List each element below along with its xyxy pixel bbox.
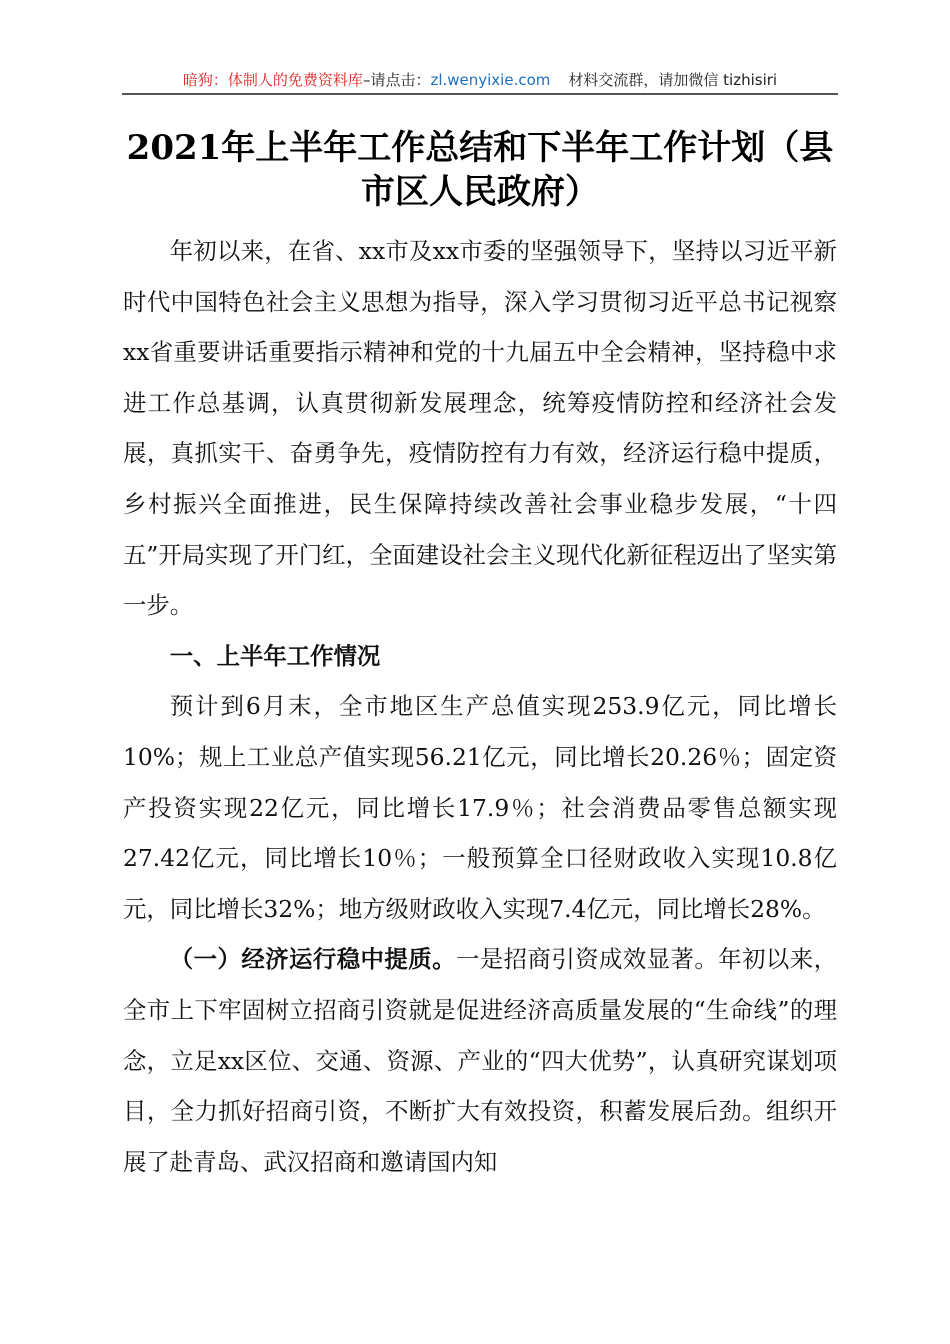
document-title: 2021年上半年工作总结和下半年工作计划（县市区人民政府）	[126, 128, 834, 212]
subsection-paragraph	[123, 934, 837, 1187]
subsection-text: 一是招商引资成效显著。年初以来，全市上下牢固树立招商引资就是促进经济高质量发展的“生命线”的理念，立足xx区位、交通、资源、产业的“四大优势”，认真研究谋划项目，全力抓好招商引资，不断扩大有效投资，积蓄发展后劲。组织开展了赴青岛、武汉招商和邀请国内知	[123, 945, 838, 1176]
section-heading: 一、上半年工作情况	[169, 641, 381, 670]
page-header	[122, 66, 838, 94]
header-rule	[122, 93, 838, 95]
contact-text: 材料交流群，请加微信 tizhisiri	[568, 71, 778, 89]
document-body	[123, 226, 837, 1187]
intro-paragraph: 年初以来，在省、xx市及xx市委的坚强领导下，坚持以习近平新时代中国特色社会主义思想为指导，深入学习贯彻习近平总书记视察xx省重要讲话重要指示精神和党的十九届五中全会精神，坚持稳中求进工作总基调，认真贯彻新发展理念，统筹疫情防控和经济社会发展，真抓实干、奋勇争先，疫情防控有力有效，经济运行稳中提质，乡村振兴全面推进，民生保障持续改善社会事业稳步发展，“十四五”开局实现了开门红，全面建设社会主义现代化新征程迈出了坚实第一步。	[123, 237, 837, 620]
stats-paragraph: 预计到6月末，全市地区生产总值实现253.9亿元，同比增长10%；规上工业总产值实现56.21亿元，同比增长20.26％；固定资产投资实现22亿元，同比增长17.9％；社会消费品零售总额实现27.42亿元，同比增长10％；一般预算全口径财政收入实现10.8亿元，同比增长32%；地方级财政收入实现7.4亿元，同比增长28%。	[123, 692, 837, 923]
promo-text: 暗狗：体制人的免费资料库	[182, 71, 363, 89]
click-prompt: –请点击：	[362, 71, 431, 89]
subsection-heading: （一）经济运行稳中提质。	[169, 945, 456, 974]
website-link[interactable]: zl.wenyixie.com	[430, 71, 551, 89]
